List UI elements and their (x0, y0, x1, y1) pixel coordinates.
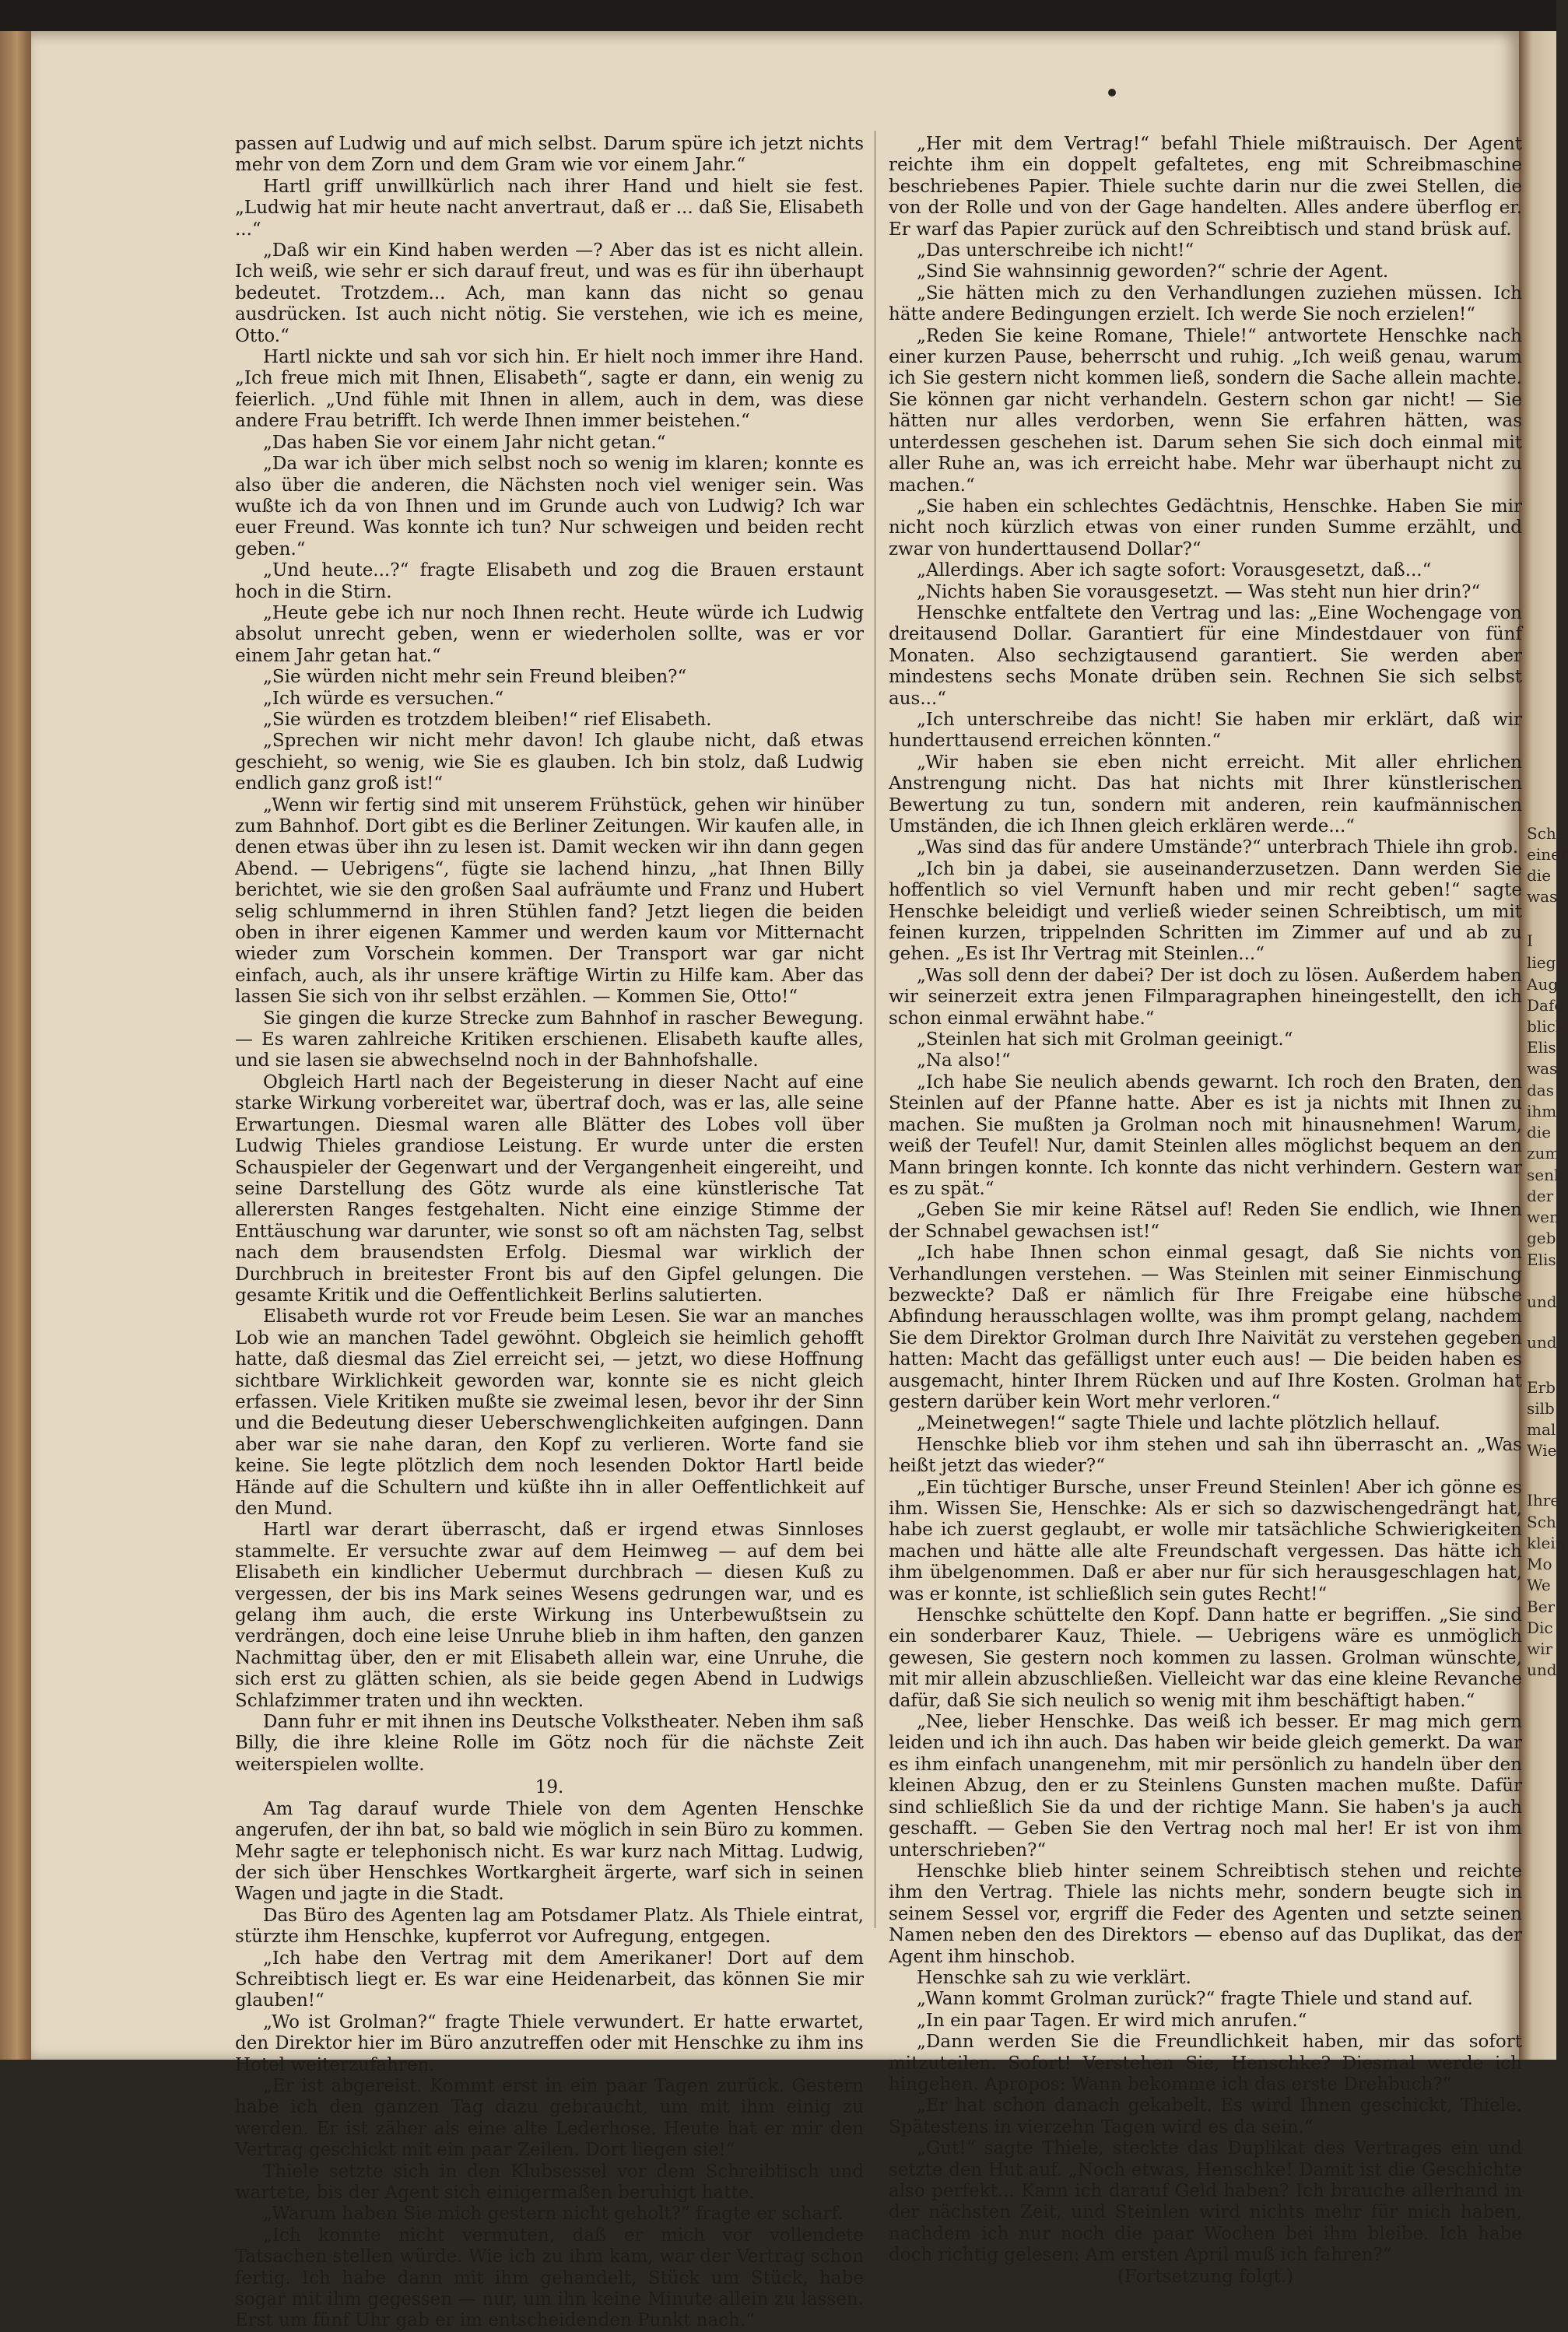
adjacent-page-fragment: wen (1527, 1208, 1559, 1226)
paragraph: „Sie würden es trotzdem bleiben!“ rief Elisabeth. (263, 709, 712, 730)
adjacent-page-fragment: Dafe (1527, 996, 1564, 1015)
paragraph: „Her mit dem Vertrag!“ befahl Thiele mißtrauisch. Der Agent reichte ihm ein doppelt gefaltetes, eng mit Schreibmaschine beschriebenes Papier. Thiele suchte darin nur die zwei Stellen, die von der Rolle und von der Gage handelten. Alles andere überflog er. Er warf das Papier zurück auf den Schreibtisch und stand brüsk auf. (889, 134, 1522, 240)
paragraph: „Meinetwegen!“ sagte Thiele und lachte plötzlich hellauf. (917, 1413, 1440, 1434)
paragraph: „Dann werden Sie die Freundlichkeit haben, mir das sofort mitzuteilen. Sofort! Verstehen Sie, Henschke? Diesmal werde ich hingehen. Apropos: Wann bekomme ich das erste Drehbuch?“ (889, 2032, 1522, 2095)
adjacent-page-fragment: Wie (1527, 1441, 1557, 1460)
adjacent-page-fragment: geb (1527, 1229, 1556, 1247)
adjacent-page-fragment: liege (1527, 953, 1566, 972)
paragraph: „Da war ich über mich selbst noch so wenig im klaren; konnte es also über die anderen, die Nächsten noch viel weniger sein. Was wußte ich da von Ihnen und im Grunde auch von Ludwig? Ich war euer Freund. Was konnte ich tun? Nur schweigen und beiden recht geben.“ (235, 454, 864, 559)
paragraph: „Wo ist Grolman?“ fragte Thiele verwundert. Er hatte erwartet, den Direktor hier im Büro anzutreffen oder mit Henschke zu ihm ins Hotel weiterzufahren. (235, 2011, 864, 2075)
paragraph: Obgleich Hartl nach der Begeisterung in dieser Nacht auf eine starke Wirkung vorbereitet war, übertraf doch, was er las, alle seine Erwartungen. Diesmal waren alle Blätter des Lobes voll über Ludwig Thieles grandiose Leistung. Er wurde unter die ersten Schauspieler der Gegenwart und der Vergangenheit eingereiht, und seine Darstellung des Götz wurde als eine künstlerische Tat allerersten Ranges festgehalten. Nicht eine einzige Stimme der Enttäuschung war darunter, wie sonst so oft am nächsten Tag, selbst nach dem brausendsten Erfolg. Diesmal war wirklich der Durchbruch in breitester Front bis auf den Gipfel gelungen. Die gesamte Kritik und die Oeffentlichkeit Berlins salutierten. (235, 1071, 864, 1306)
paragraph: „Wann kommt Grolman zurück?“ fragte Thiele und stand auf. (917, 1989, 1473, 2010)
paragraph: „Das haben Sie vor einem Jahr nicht getan.“ (263, 432, 666, 453)
adjacent-page-fragment: Elis (1527, 1038, 1556, 1057)
paragraph: „Was sind das für andere Umstände?“ unterbrach Thiele ihn grob. (917, 837, 1519, 858)
paragraph: Das Büro des Agenten lag am Potsdamer Platz. Als Thiele eintrat, stürzte ihm Henschke, kupferrot vor Aufregung, entgegen. (235, 1905, 864, 1948)
paragraph: Henschke blieb hinter seinem Schreibtisch stehen und reichte ihm den Vertrag. Thiele las nichts mehr, sondern beugte sich in seinem Sessel vor, ergriff die Feder des Agenten und setzte seinen Namen neben den des Direktors — ebenso auf das Duplikat, das der Agent ihm hinschob. (889, 1860, 1522, 1967)
right-paragraphs (889, 134, 1522, 2267)
paragraph: Hartl war derart überrascht, daß er irgend etwas Sinnloses stammelte. Er versuchte zwar auf dem Heimweg — auf dem bei Elisabeth ein kindlicher Uebermut durchbrach — diesen Kuß zu vergessen, der bis ins Mark seines Wesens gedrungen war, und es gelang ihm auch, die erste Wirkung ins Unterbewußtsein zu verdrängen, doch eine leise Unruhe blieb in ihm haften, den ganzen Nachmittag über, den er mit Elisabeth allein war, eine Unruhe, die sich erst zu glätten schien, als sie beide gegen Abend in Ludwigs Schlafzimmer traten und ihn weckten. (235, 1520, 864, 1711)
adjacent-page-fragment: und (1527, 1292, 1557, 1311)
paragraph: Elisabeth wurde rot vor Freude beim Lesen. Sie war an manches Lob wie an manchen Tadel gewöhnt. Obgleich sie heimlich gehofft hatte, daß diesmal das Ziel erreicht sei, — jetzt, wo diese Hoffnung sichtbare Wirklichkeit geworden war, konnte sie es nicht gleich erfassen. Viele Kritiken mußte sie zweimal lesen, bevor ihr der Sinn und die Bedeutung dieser Ueberschwenglichkeiten aufgingen. Dann aber war sie nahe daran, den Kopf zu verlieren. Worte fand sie keine. Sie legte plötzlich dem noch lesenden Doktor Hartl beide Hände auf die Schultern und küßte ihn in aller Oeffentlichkeit auf den Mund. (235, 1306, 864, 1519)
paragraph: Hartl nickte und sah vor sich hin. Er hielt noch immer ihre Hand. „Ich freue mich mit Ihnen, Elisabeth“, sagte er dann, ein wenig zu feierlich. „Und fühle mit Ihnen in allem, auch in dem, was diese andere Frau betrifft. Ich werde Ihnen immer beistehen.“ (235, 347, 864, 432)
page-dot-mark (1108, 89, 1116, 96)
paragraph: „Ich habe Sie neulich abends gewarnt. Ich roch den Braten, den Steinlen auf der Pfanne hatte. Aber es ist ja nichts mit Ihnen zu machen. Sie mußten ja Grolman noch mit hinausnehmen! Warum, weiß der Teufel! Nur, damit Steinlen alles möglichst bequem an den Mann bringen konnte. Ich konnte das nicht verhindern. Gestern war es zu spät.“ (889, 1071, 1522, 1199)
paragraph: „Ich habe den Vertrag mit dem Amerikaner! Dort auf dem Schreibtisch liegt er. Es war eine Heidenarbeit, das können Sie mir glauben!“ (235, 1948, 864, 2011)
adjacent-page-fragment: Aug (1527, 975, 1559, 994)
adjacent-page-fragment: We (1527, 1576, 1551, 1594)
adjacent-page-fragment: und (1527, 1333, 1557, 1352)
adjacent-page-fragment: Erb (1527, 1378, 1556, 1397)
adjacent-page-fragment: Elis (1527, 1250, 1556, 1269)
adjacent-page-fragment: silb (1527, 1399, 1555, 1418)
paragraph: „Daß wir ein Kind haben werden —? Aber das ist es nicht allein. Ich weiß, wie sehr er sich darauf freut, und was es für ihn überhaupt bedeutet. Trotzdem... Ach, man kann das nicht so genau ausdrücken. Ist auch nicht nötig. Sie verstehen, wie ich es meine, Otto.“ (235, 240, 864, 346)
paragraph: „Ich würde es versuchen.“ (263, 688, 504, 709)
paragraph: „Sie hätten mich zu den Verhandlungen zuziehen müssen. Ich hätte andere Bedingungen erzielt. Ich werde Sie noch erzielen!“ (889, 282, 1522, 325)
adjacent-page-fragment: Ihre (1527, 1491, 1560, 1510)
paragraph: „Sie haben ein schlechtes Gedächtnis, Henschke. Haben Sie mir nicht noch kürzlich etwas von einer runden Summe erzählt, und zwar von hunderttausend Dollar?“ (889, 496, 1522, 559)
paragraph: Sie gingen die kurze Strecke zum Bahnhof in rascher Bewegung. — Es waren zahlreiche Kritiken erschienen. Elisabeth kaufte alles, und sie lasen sie abwechselnd noch in der Bahnhofshalle. (235, 1008, 864, 1071)
paragraph: „Warum haben Sie mich gestern nicht geholt?“ fragte er scharf. (263, 2204, 844, 2225)
paragraph: „Wenn wir fertig sind mit unserem Frühstück, gehen wir hinüber zum Bahnhof. Dort gibt es die Berliner Zeitungen. Wir kaufen alle, in denen etwas über ihn zu lesen ist. Damit wecken wir ihn dann gegen Abend. — Uebrigens“, fügte sie lachend hinzu, „hat Ihnen Billy berichtet, wie sie den großen Saal aufräumte und Franz und Hubert selig schlummernd in ihren Stühlen fand? Jetzt liegen die beiden oben in ihrer eigenen Kammer und werden kaum vor Mitternacht wieder zum Vorschein kommen. Der Transport war gar nicht einfach, auch, als ihr unsere kräftige Wirtin zu Hilfe kam. Aber das lassen Sie sich von ihr selbst erzählen. — Kommen Sie, Otto!“ (235, 794, 864, 1008)
adjacent-page-fragment: zum (1527, 1144, 1560, 1162)
adjacent-page-fragment: die (1527, 866, 1552, 885)
adjacent-page-fragment: einer (1527, 845, 1568, 864)
chapter-number: 19. (535, 1777, 564, 1798)
paragraph: Henschke blieb vor ihm stehen und sah ihn überrascht an. „Was heißt jetzt das wieder?“ (889, 1434, 1522, 1477)
adjacent-page-fragment: I (1527, 931, 1533, 950)
adjacent-page-fragment: klein (1527, 1534, 1566, 1552)
adjacent-page-fragment: das (1527, 1081, 1554, 1099)
continued-note: (Fortsetzung folgt.) (1117, 2266, 1294, 2287)
paragraph: „Was soll denn der dabei? Der ist doch zu lösen. Außerdem haben wir seinerzeit extra jenen Filmparagraphen hineingestellt, den ich schon einmal erwähnt habe.“ (889, 965, 1522, 1029)
left-paragraphs-after-chapter (235, 1799, 864, 2332)
paragraph: „Geben Sie mir keine Rätsel auf! Reden Sie endlich, wie Ihnen der Schnabel gewachsen ist!“ (889, 1200, 1522, 1242)
adjacent-page-fragment: was (1527, 887, 1558, 906)
adjacent-page-fragment: Sche (1527, 824, 1566, 843)
adjacent-page-fragment: Sch (1527, 1513, 1556, 1531)
paragraph: Thiele setzte sich in den Klubsessel vor dem Schreibtisch und wartete, bis der Agent sich einigermaßen beruhigt hatte. (235, 2161, 864, 2203)
paragraph: Henschke sah zu wie verklärt. (917, 1967, 1191, 1988)
adjacent-page-fragment: blick (1527, 1017, 1565, 1036)
paragraph: Hartl griff unwillkürlich nach ihrer Hand und hielt sie fest. „Ludwig hat mir heute nacht anvertraut, daß er ... daß Sie, Elisabeth ...“ (235, 176, 864, 240)
paragraph: „In ein paar Tagen. Er wird mich anrufen.“ (917, 2010, 1307, 2031)
paragraph: „Das unterschreibe ich nicht!“ (917, 240, 1194, 261)
paragraph: Dann fuhr er mit ihnen ins Deutsche Volkstheater. Neben ihm saß Billy, die ihre kleine Rolle im Götz noch für die nächste Zeit weiterspielen wollte. (235, 1712, 864, 1775)
paragraph: „Wir haben sie eben nicht erreicht. Mit aller ehrlichen Anstrengung nicht. Das hat nichts mit Ihrer künstlerischen Bewertung zu tun, sondern mit anderen, rein kaufmännischen Umständen, die ich Ihnen gleich erklären werde...“ (889, 752, 1522, 836)
adjacent-page-fragment: die (1527, 1123, 1552, 1141)
paragraph: „Reden Sie keine Romane, Thiele!“ antwortete Henschke nach einer kurzen Pause, beherrscht und ruhig. „Ich weiß genau, warum ich Sie gestern nicht kommen ließ, sondern die Sache allein machte. Sie können gar nicht verhandeln. Gestern schon gar nicht! — Sie hätten nur alles verdorben, wenn Sie erfahren hätten, was unterdessen geschehen ist. Darum sehen Sie sich doch einmal mit aller Ruhe an, was ich erreicht habe. Mehr war überhaupt nicht zu machen.“ (889, 325, 1522, 496)
paragraph: Henschke schüttelte den Kopf. Dann hatte er begriffen. „Sie sind ein sonderbarer Kauz, Thiele. — Uebrigens wäre es unmöglich gewesen, Sie gestern noch kommen zu lassen. Grolman wünschte, mit mir allein abzuschließen. Vielleicht war das eine kleine Revanche dafür, daß Sie sich neulich so wenig mit ihm beschäftigt haben.“ (889, 1605, 1522, 1711)
adjacent-page-fragment: senk (1527, 1166, 1564, 1184)
paragraph: „Heute gebe ich nur noch Ihnen recht. Heute würde ich Ludwig absolut unrecht geben, wenn er wiederholen sollte, was er vor einem Jahr getan hat.“ (235, 602, 864, 666)
paragraph: „Sprechen wir nicht mehr davon! Ich glaube nicht, daß etwas geschieht, so wenig, wie Sie es glauben. Ich bin stolz, daß Ludwig endlich ganz groß ist!“ (235, 731, 864, 794)
paragraph: „Steinlen hat sich mit Grolman geeinigt.“ (917, 1029, 1293, 1050)
paragraph: Henschke entfaltete den Vertrag und las: „Eine Wochengage von dreitausend Dollar. Garantiert für eine Mindestdauer von fünf Monaten. Also sechzigtausend garantiert. Sie werden aber mindestens sechs Monate drüben sein. Rechnen Sie sich selbst aus...“ (889, 602, 1522, 709)
book-cover-edge (0, 31, 31, 2060)
paragraph: passen auf Ludwig und auf mich selbst. Darum spüre ich jetzt nichts mehr von dem Zorn und dem Gram wie vor einem Jahr.“ (235, 134, 864, 176)
adjacent-page-fragment: Mo (1527, 1555, 1552, 1573)
adjacent-page-fragment: was (1527, 1059, 1558, 1078)
paragraph: „Gut!“ sagte Thiele, steckte das Duplikat des Vertrages ein und setzte den Hut auf. „Noch etwas, Henschke! Damit ist die Geschichte also perfekt... Kann ich darauf Geld haben? Ich brauche allerhand in der nächsten Zeit, und Steinlen wird nichts mehr für mich haben, nachdem ich nur noch die paar Wochen bei ihm bleibe. Ich habe doch richtig gelesen: Am ersten April muß ich fahren?“ (889, 2138, 1522, 2266)
paragraph: „Allerdings. Aber ich sagte sofort: Vorausgesetzt, daß...“ (917, 560, 1432, 581)
adjacent-page-fragment: wir (1527, 1639, 1553, 1658)
paragraph: Am Tag darauf wurde Thiele von dem Agenten Henschke angerufen, der ihn bat, so bald wie möglich in sein Büro zu kommen. Mehr sagte er telephonisch nicht. Es war kurz nach Mittag. Ludwig, der sich über Henschkes Wortkargheit ärgerte, warf sich in seinen Wagen und jagte in die Stadt. (235, 1798, 864, 1905)
paragraph: „Er hat schon danach gekabelt. Es wird Ihnen geschickt, Thiele. Spätestens in vierzehn Tagen wird es da sein.“ (889, 2095, 1522, 2137)
paragraph: „Ich bin ja dabei, sie auseinanderzusetzen. Dann werden Sie hoffentlich so viel Vernunft haben und mir recht geben!“ sagte Henschke beleidigt und verließ wieder seinen Schreibtisch, um mit feinen kurzen, trippelnden Schritten im Zimmer auf und ab zu gehen. „Es ist Ihr Vertrag mit Steinlen...“ (889, 858, 1522, 965)
right-text-column (889, 134, 1522, 2288)
paragraph: „Sind Sie wahnsinnig geworden?“ schrie der Agent. (917, 261, 1389, 282)
adjacent-page-fragment: der (1527, 1187, 1554, 1205)
paragraph: „Nee, lieber Henschke. Das weiß ich besser. Er mag mich gern leiden und ich ihn auch. Das haben wir beide gleich gemerkt. Da war es ihm einfach unangenehm, mit mir persönlich zu handeln über den kleinen Abzug, den er zu Steinlens Gunsten machen mußte. Dafür sind schließlich Sie da und der richtige Mann. Sie haben's ja auch geschafft. — Geben Sie den Vertrag noch mal her! Er ist von ihm unterschrieben?“ (889, 1712, 1522, 1860)
paragraph: „Na also!“ (917, 1050, 1011, 1071)
paragraph: „Ich konnte nicht vermuten, daß er mich vor vollendete Tatsachen stellen würde. Wie ich zu ihm kam, war der Vertrag schon fertig. Ich habe dann mit ihm gehandelt, Stück um Stück, habe sogar mit ihm gegessen — nur, um ihn keine Minute allein zu lassen. Erst um fünf Uhr gab er im entscheidenden Punkt nach.“ (235, 2225, 864, 2331)
adjacent-page-fragment: und (1527, 1660, 1557, 1679)
left-text-column (235, 134, 864, 2332)
paragraph: „Ein tüchtiger Bursche, unser Freund Steinlen! Aber ich gönne es ihm. Wissen Sie, Henschke: Als er sich so dazwischengedrängt hat, habe ich zuerst geglaubt, er wolle mir tatsächliche Schwierigkeiten machen und hätte alle alte Freundschaft vergessen. Das hätte ich ihm übelgenommen. Daß er aber nur für sich herausgeschlagen hat, was er konnte, ist schließlich sein gutes Recht!“ (889, 1477, 1522, 1604)
paragraph: „Ich habe Ihnen schon einmal gesagt, daß Sie nichts von Verhandlungen verstehen. — Was Steinlen mit seiner Einmischung bezweckte? Daß er nämlich für Ihre Freigabe eine hübsche Abfindung herausschlagen wollte, was ihm prompt gelang, nachdem Sie dem Direktor Grolman durch Ihre Naivität zu verstehen gegeben hatten: Macht das gefälligst unter euch aus! — Die beiden haben es ausgemacht, hinter Ihrem Rücken und auf Ihre Kosten. Grolman hat gestern darüber kein Wort mehr verloren.“ (889, 1243, 1522, 1412)
paragraph: „Nichts haben Sie vorausgesetzt. — Was steht nun hier drin?“ (917, 581, 1481, 602)
adjacent-page-fragment: Ber (1527, 1597, 1556, 1616)
paragraph: „Und heute...?“ fragte Elisabeth und zog die Brauen erstaunt hoch in die Stirn. (235, 560, 864, 602)
adjacent-page-fragment: mal (1527, 1420, 1556, 1439)
paragraph: „Er ist abgereist. Kommt erst in ein paar Tagen zurück. Gestern habe ich den ganzen Tag dazu gebraucht, um mit ihm einig zu werden. Er ist zäher als eine alte Lederhose. Heute hat er mir den Vertrag geschickt mit ein paar Zeilen. Dort liegen sie!“ (235, 2075, 864, 2161)
adjacent-page-fragment: ihm (1527, 1102, 1557, 1120)
paragraph: „Ich unterschreibe das nicht! Sie haben mir erklärt, daß wir hunderttausend erreichen könnten.“ (889, 709, 1522, 752)
adjacent-page-fragment: Dic (1527, 1618, 1553, 1637)
left-paragraphs (235, 134, 864, 1776)
paragraph: „Sie würden nicht mehr sein Freund bleiben?“ (263, 667, 687, 688)
